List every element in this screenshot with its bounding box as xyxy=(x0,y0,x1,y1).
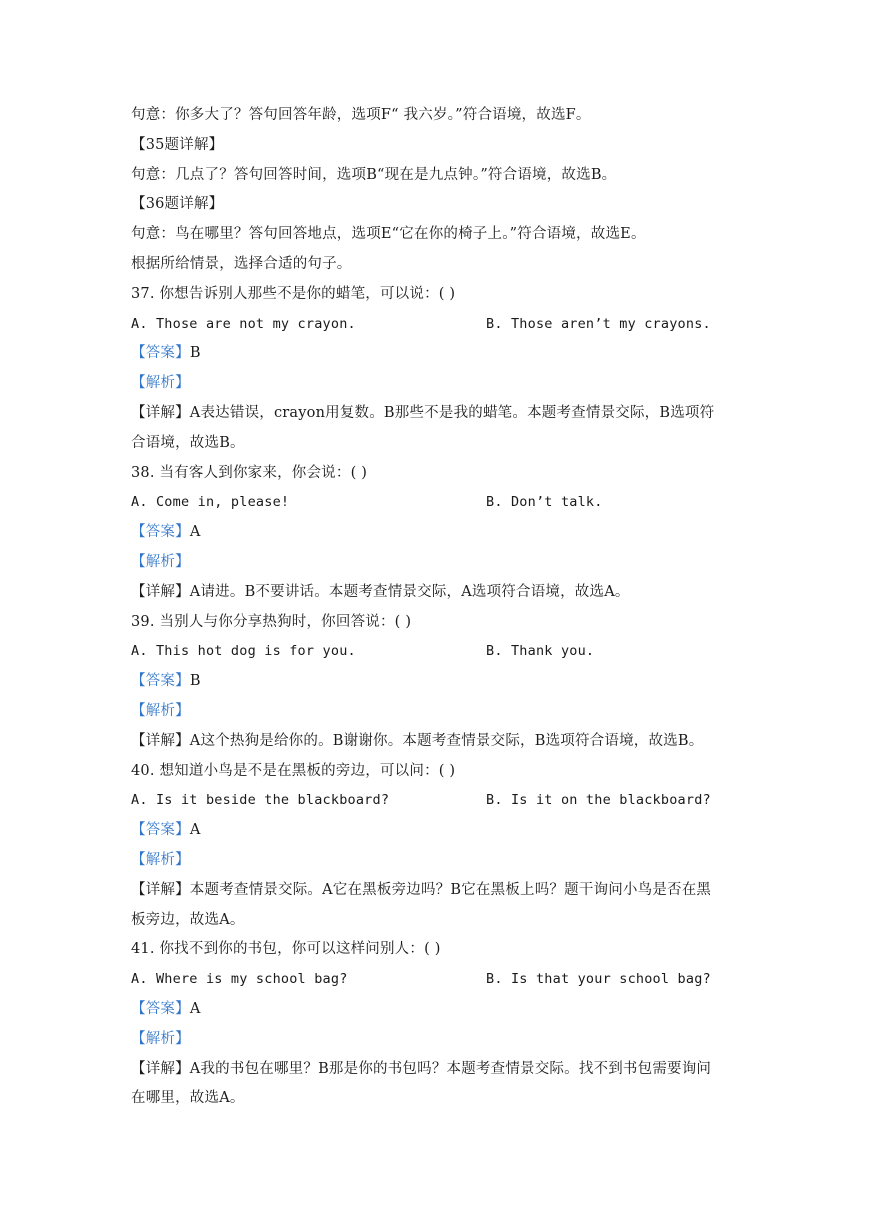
analysis-label: 【解析】 xyxy=(131,702,190,719)
section-instruction: 根据所给情景，选择合适的句子。 xyxy=(131,255,352,272)
question-options xyxy=(131,310,741,340)
analysis-label: 【解析】 xyxy=(131,1030,190,1047)
analysis-label: 【解析】 xyxy=(131,375,190,392)
answer-line xyxy=(131,667,741,697)
answer-line xyxy=(131,518,741,548)
option-a: A. Is it beside the blackboard? xyxy=(131,792,390,809)
detail-line: 【详解】本题考查情景交际。A它在黑板旁边吗？B它在黑板上吗？题干询问小鸟是否在黑 xyxy=(131,881,712,898)
question-stem: 40. 想知道小鸟是不是在黑板的旁边，可以问：( ) xyxy=(131,762,456,779)
detail-line: 板旁边，故选A。 xyxy=(131,911,245,928)
detail-line: 在哪里，故选A。 xyxy=(131,1090,245,1107)
answer-value: B xyxy=(189,345,201,362)
answer-value: A xyxy=(189,1000,201,1017)
answer-line xyxy=(131,816,741,846)
option-b: B. Thank you. xyxy=(486,643,595,660)
question-options xyxy=(131,786,741,816)
question-stem: 41. 你找不到你的书包，你可以这样问别人：( ) xyxy=(131,941,441,958)
option-b: B. Is that your school bag? xyxy=(486,971,711,988)
document-content xyxy=(131,101,741,1114)
answer-label: 【答案】 xyxy=(131,673,190,690)
answer-line xyxy=(131,339,741,369)
answer-label: 【答案】 xyxy=(131,822,190,839)
question-options xyxy=(131,637,741,667)
option-b: B. Those aren’t my crayons. xyxy=(486,315,711,332)
answer-label: 【答案】 xyxy=(131,1000,190,1017)
detail-line: 【详解】A我的书包在哪里？B那是你的书包吗？本题考查情景交际。找不到书包需要询问 xyxy=(131,1060,712,1077)
section-heading: 【36题详解】 xyxy=(131,196,224,213)
analysis-label: 【解析】 xyxy=(131,851,190,868)
question-options xyxy=(131,965,741,995)
paragraph-line: 句意：鸟在哪里？答句回答地点，选项E“它在你的椅子上。”符合语境，故选E。 xyxy=(131,226,646,243)
analysis-label: 【解析】 xyxy=(131,553,190,570)
paragraph-line: 句意：你多大了？答句回答年龄，选项F“ 我六岁。”符合语境，故选F。 xyxy=(131,107,591,123)
answer-value: A xyxy=(189,822,201,839)
detail-line: 合语境，故选B。 xyxy=(131,434,245,451)
option-a: A. Come in, please! xyxy=(131,494,290,511)
question-stem: 38. 当有客人到你家来，你会说：( ) xyxy=(131,464,368,481)
detail-line: 【详解】A表达错误，crayon用复数。B那些不是我的蜡笔。本题考查情景交际，B选项符 xyxy=(131,404,715,421)
option-a: A. Those are not my crayon. xyxy=(131,315,356,332)
answer-line xyxy=(131,995,741,1025)
answer-value: B xyxy=(189,673,201,690)
answer-value: A xyxy=(189,524,201,541)
option-b: B. Is it on the blackboard? xyxy=(486,792,711,809)
option-a: A. This hot dog is for you. xyxy=(131,643,356,660)
question-options xyxy=(131,488,741,518)
answer-label: 【答案】 xyxy=(131,524,190,541)
detail-line: 【详解】A这个热狗是给你的。B谢谢你。本题考查情景交际，B选项符合语境，故选B。 xyxy=(131,732,704,749)
option-a: A. Where is my school bag? xyxy=(131,971,348,988)
section-heading: 【35题详解】 xyxy=(131,136,224,153)
question-stem: 39. 当别人与你分享热狗时，你回答说：( ) xyxy=(131,613,412,630)
answer-label: 【答案】 xyxy=(131,345,190,362)
paragraph-line: 句意：几点了？答句回答时间，选项B“现在是九点钟。”符合语境，故选B。 xyxy=(131,166,617,183)
detail-line: 【详解】A请进。B不要讲话。本题考查情景交际，A选项符合语境，故选A。 xyxy=(131,583,630,600)
question-stem: 37. 你想告诉别人那些不是你的蜡笔，可以说：( ) xyxy=(131,285,456,302)
option-b: B. Don’t talk. xyxy=(486,494,603,511)
